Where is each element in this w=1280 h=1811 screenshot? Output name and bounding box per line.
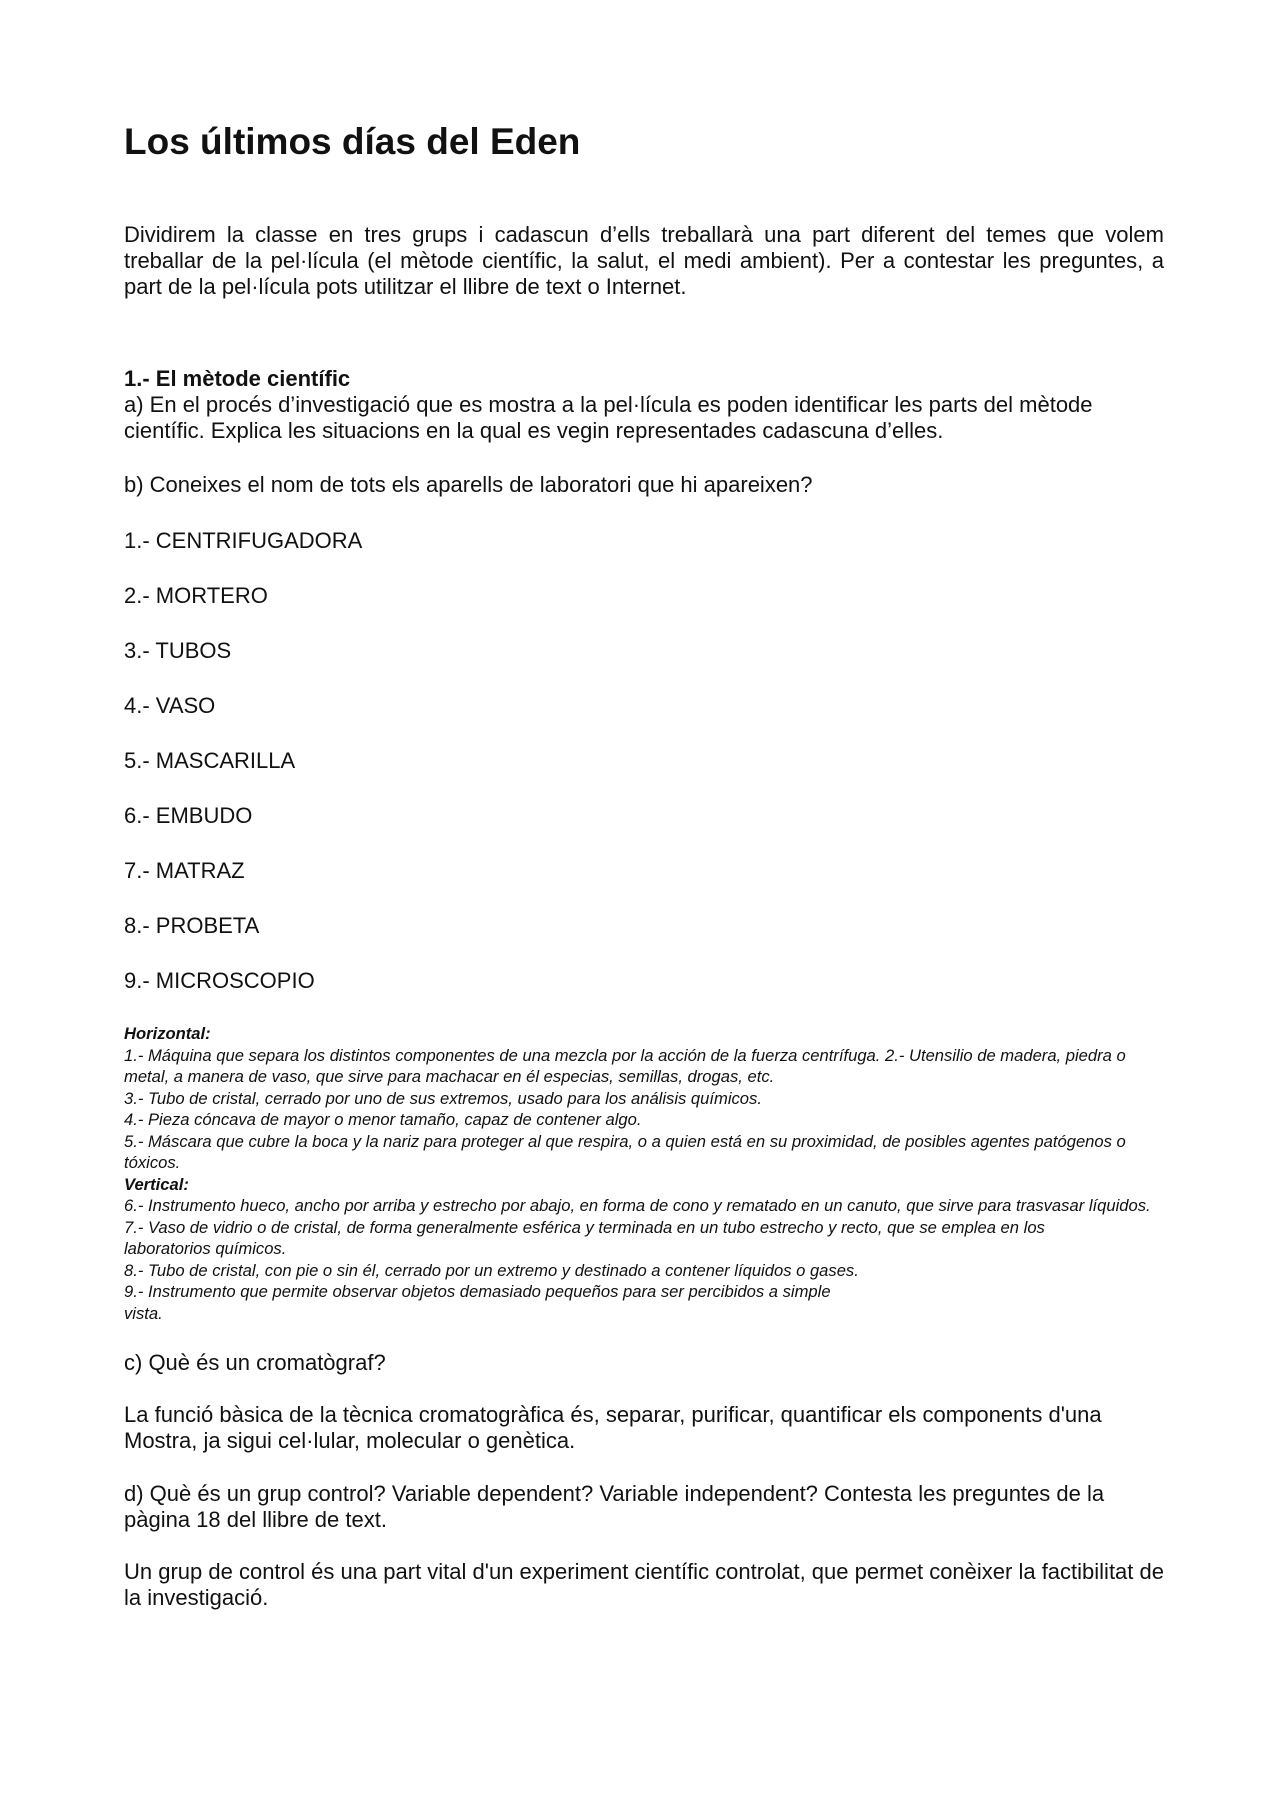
clue-item: 5.- Máscara que cubre la boca y la nariz para proteger al que respira, o a quien está en su proximidad, de posibles agentes patógenos o tóxicos. — [124, 1131, 1126, 1172]
lab-equipment-list — [124, 528, 1164, 994]
section-heading: 1.- El mètode científic — [124, 366, 351, 391]
question-c: c) Què és un cromatògraf? — [124, 1350, 386, 1375]
answer-c: La funció bàsica de la tècnica cromatogràfica és, separar, purificar, quantificar els components d'una Mostra, ja sigui cel·lular, molecular o genètica. — [124, 1402, 1102, 1453]
crossword-clues — [124, 1023, 1164, 1324]
list-item: 9.- MICROSCOPIO — [124, 968, 315, 993]
question-b: b) Coneixes el nom de tots els aparells de laboratori que hi apareixen? — [124, 472, 813, 497]
list-item: 2.- MORTERO — [124, 583, 268, 608]
clue-item: vista. — [124, 1303, 163, 1323]
list-item: 3.- TUBOS — [124, 638, 232, 663]
clue-item: 8.- Tubo de cristal, con pie o sin él, cerrado por un extremo y destinado a contener líquidos o gases. — [124, 1260, 859, 1280]
document-content — [124, 118, 1164, 1611]
list-item: 4.- VASO — [124, 693, 216, 718]
list-item: 7.- MATRAZ — [124, 858, 245, 883]
clue-item: 9.- Instrumento que permite observar objetos demasiado pequeños para ser percibidos a simple — [124, 1282, 831, 1301]
horizontal-label: Horizontal: — [124, 1024, 211, 1043]
clue-item: 3.- Tubo de cristal, cerrado por uno de sus extremos, usado para los análisis químicos. — [124, 1088, 762, 1108]
answer-d: Un grup de control és una part vital d'un experiment científic controlat, que permet conèixer la factibilitat de la investigació. — [124, 1559, 1164, 1610]
list-item: 1.- CENTRIFUGADORA — [124, 528, 363, 553]
clue-item: 6.- Instrumento hueco, ancho por arriba y estrecho por abajo, en forma de cono y rematado en un canuto, que sirve para trasvasar líquidos. — [124, 1196, 1151, 1215]
question-a: a) En el procés d’investigació que es mostra a la pel·lícula es poden identificar les parts del mètode científic. Explica les situacions en la qual es vegin representades cadascuna d’elles. — [124, 392, 1093, 443]
list-item: 8.- PROBETA — [124, 913, 260, 938]
list-item: 5.- MASCARILLA — [124, 748, 296, 773]
document-title: Los últimos días del Eden — [124, 121, 581, 162]
clue-item: laboratorios químicos. — [124, 1239, 287, 1258]
question-d: d) Què és un grup control? Variable dependent? Variable independent? Contesta les preguntes de la pàgina 18 del llibre de text. — [124, 1481, 1105, 1532]
list-item: 6.- EMBUDO — [124, 803, 253, 828]
clue-item: 1.- Máquina que separa los distintos componentes de una mezcla por la acción de la fuerza centrífuga. 2.- Utensilio de madera, piedra o metal, a manera de vaso, que sirve para machacar en él especias, semillas, drogas, etc. — [124, 1045, 1126, 1086]
intro-paragraph: Dividirem la classe en tres grups i cadascun d’ells treballarà una part diferent del temes que volem treballar de la pel·lícula (el mètode científic, la salut, el medi ambient). Per a contestar les preguntes, a part de la pel·lícula pots utilitzar el llibre de text o Internet. — [124, 222, 1164, 299]
clue-item: 4.- Pieza cóncava de mayor o menor tamaño, capaz de contener algo. — [124, 1110, 642, 1129]
vertical-label: Vertical: — [124, 1174, 189, 1194]
clue-item: 7.- Vaso de vidrio o de cristal, de forma generalmente esférica y terminada en un tubo estrecho y recto, que se emplea en los — [124, 1217, 1045, 1237]
